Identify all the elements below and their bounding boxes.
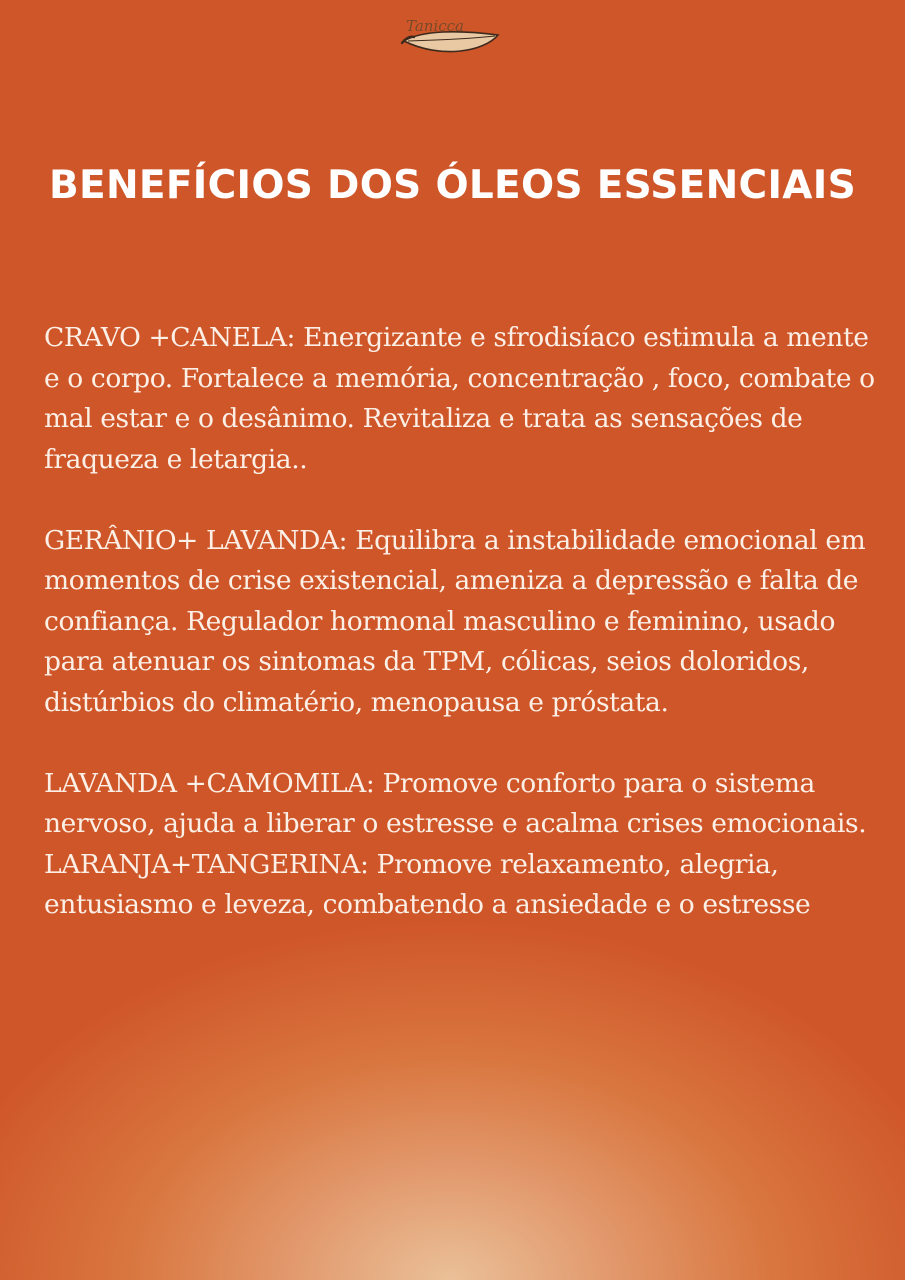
paragraph-geranio-lavanda: GERÂNIO+ LAVANDA: Equilibra a instabilidade emocional em momentos de crise existencial, ameniza a depressão e falta de confiança. Regulador hormonal masculino e feminino, usado para atenuar os sintomas da TPM, cólicas, seios doloridos, distúrbios do climatério, menopausa e próstata. — [44, 524, 866, 718]
brand-logo — [398, 14, 506, 60]
logo-text: Tanicca — [406, 17, 464, 35]
benefits-list — [44, 318, 880, 926]
paragraph-lavanda-camomila: LAVANDA +CAMOMILA: Promove conforto para o sistema nervoso, ajuda a liberar o estresse e acalma crises emocionais. — [44, 767, 867, 839]
paragraph-laranja-tangerina: LARANJA+TANGERINA: Promove relaxamento, alegria, entusiasmo e leveza, combatendo a ansiedade e o estresse — [44, 848, 811, 920]
leaf-logo-icon — [398, 14, 506, 60]
page-title: BENEFÍCIOS DOS ÓLEOS ESSENCIAIS — [49, 163, 856, 208]
paragraph-cravo-canela: CRAVO +CANELA: Energizante e sfrodisíaco estimula a mente e o corpo. Fortalece a memória, concentração , foco, combate o mal estar e o desânimo. Revitaliza e trata as sensações de fraqueza e letargia.. — [44, 322, 875, 475]
